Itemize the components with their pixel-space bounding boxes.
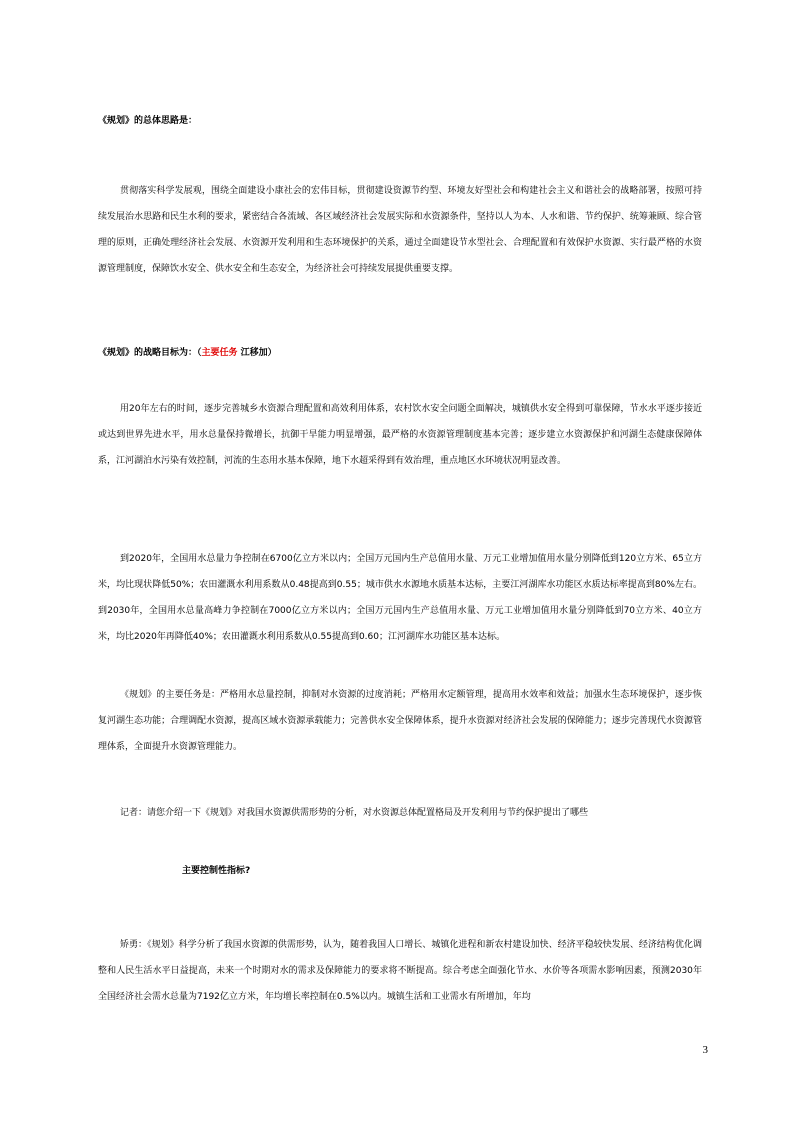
highlight-main-tasks: 主要任务: [201, 348, 238, 358]
heading-overall-approach: 《规划》的总体思路是：: [98, 116, 198, 126]
heading-strategic-goals: [98, 340, 702, 366]
paragraph-strategic-goals: 用20年左右的时间，逐步完善城乡水资源合理配置和高效利用体系，农村饮水安全问题全面解决，城镇供水安全得到可靠保障，节水水平逐步接近或达到世界先进水平，用水总量保持微增长，抗御干旱能力明显增强，最严格的水资源管理制度基本完善；逐步建立水资源保护和河湖生态健康保障体系，江河湖泊水污染有效控制，河流的生态用水基本保障，地下水超采得到有效治理，重点地区水环境状况明显改善。: [98, 404, 702, 466]
heading-strategic-goals-text: 《规划》的战略目标为：（: [98, 348, 202, 358]
paragraph-reporter-question: 记者：请您介绍一下《规划》对我国水资源供需形势的分析，对水资源总体配置格局及开发利用与节约保护提出了哪些: [120, 808, 589, 818]
paragraph-main-tasks: 《规划》的主要任务是：严格用水总量控制，抑制对水资源的过度消耗；严格用水定额管理，提高用水效率和效益；加强水生态环境保护，逐步恢复河湖生态功能；合理调配水资源，提高区域水资源承载能力；完善供水安全保障体系，提升水资源对经济社会发展的保障能力；逐步完善现代水资源管理体系，全面提升水资源管理能力。: [98, 690, 702, 752]
page-number: 3: [702, 1044, 708, 1056]
paragraph-targets: 到2020年，全国用水总量力争控制在6700亿立方米以内；全国万元国内生产总值用水量、万元工业增加值用水量分别降低到120立方米、65立方米，均比现状降低50%；农田灌溉水利用系数从0.48提高到0.55；城市供水水源地水质基本达标，主要江河湖库水功能区水质达标率提高到80%左右。到2030年，全国用水总量高峰力争控制在7000亿立方米以内；全国万元国内生产总值用水量、万元工业增加值用水量分别降低到70立方米、40立方米，均比2020年再降低40%；农田灌溉水利用系数从0.55提高到0.60；江河湖库水功能区基本达标。: [98, 554, 702, 642]
heading-strategic-goals-tail: 江移加）: [237, 348, 277, 358]
heading-control-indicators: 主要控制性指标?: [182, 866, 251, 876]
paragraph-answer: 矫勇：《规划》科学分析了我国水资源的供需形势，认为，随着我国人口增长、城镇化进程和新农村建设加快、经济平稳较快发展、经济结构优化调整和人民生活水平日益提高，未来一个时期对水的需求及保障能力的要求将不断提高。综合考虑全面强化节水、水价等各项需水影响因素，预测2030年全国经济社会需水总量为7192亿立方米，年均增长率控制在0.5%以内。城镇生活和工业需水有所增加，年均: [98, 940, 702, 1002]
paragraph-overall-approach: 贯彻落实科学发展观，围绕全面建设小康社会的宏伟目标，贯彻建设资源节约型、环境友好型社会和构建社会主义和谐社会的战略部署，按照可持续发展治水思路和民生水利的要求，紧密结合各流域、各区域经济社会发展实际和水资源条件，坚持以人为本、人水和谐、节约保护、统筹兼顾、综合管理的原则，正确处理经济社会发展、水资源开发利用和生态环境保护的关系，通过全面建设节水型社会、合理配置和有效保护水资源、实行最严格的水资源管理制度，保障饮水安全、供水安全和生态安全，为经济社会可持续发展提供重要支撑。: [98, 186, 702, 274]
